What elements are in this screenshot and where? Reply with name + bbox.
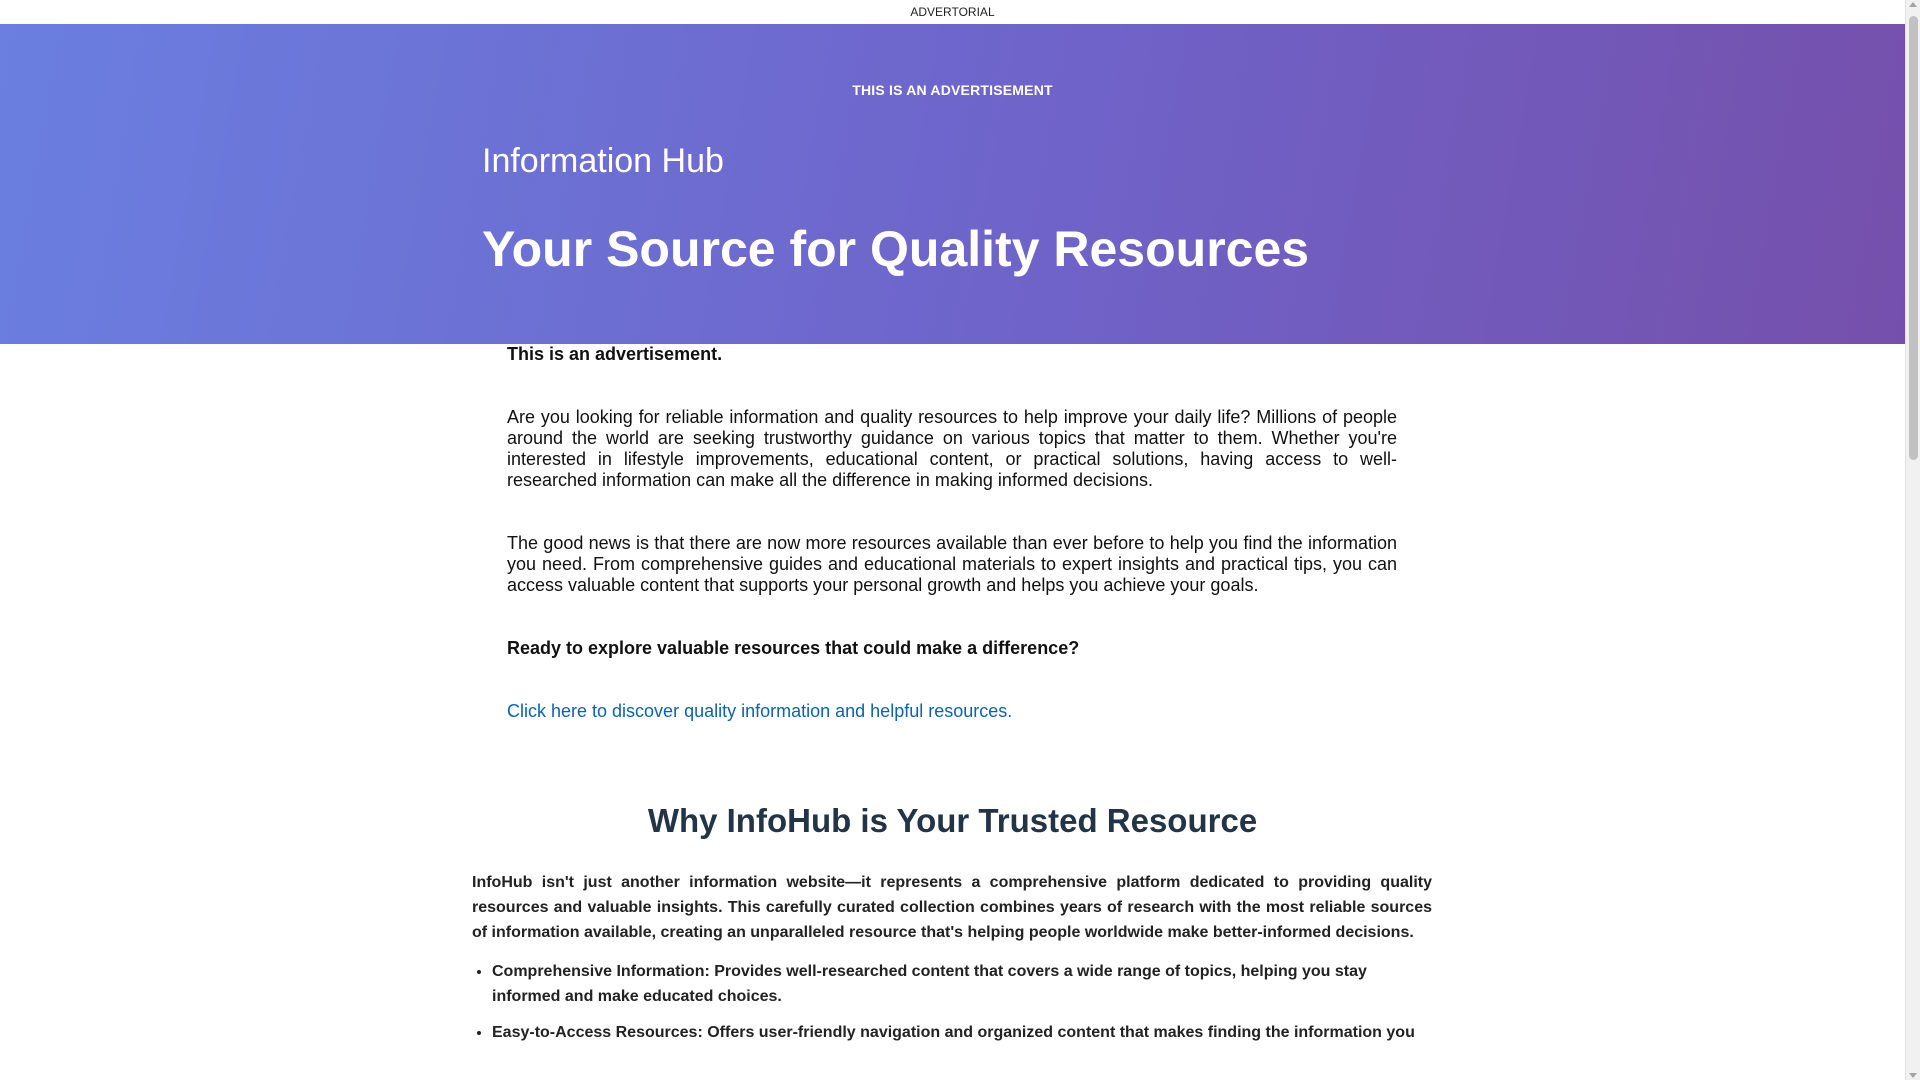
scroll-down-arrow-icon[interactable] (1909, 1073, 1917, 1078)
site-name: Information Hub (482, 142, 724, 180)
article (507, 344, 1397, 722)
why-section-title: Why InfoHub is Your Trusted Resource (647, 802, 1258, 839)
cta-link[interactable]: Click here to discover quality information and helpful resources. (507, 701, 1013, 721)
hero-ad-disclaimer: THIS IS AN ADVERTISEMENT (852, 82, 1053, 98)
hero-headline: Your Source for Quality Resources (482, 221, 1310, 277)
advertorial-banner (0, 0, 1905, 24)
main-content (0, 344, 1905, 1056)
list-item: • Easy-to-Access Resources: Offers user-friendly navigation and organized content that makes finding the information you (492, 1020, 1432, 1045)
article-question: Ready to explore valuable resources that could make a difference? (507, 638, 1080, 658)
benefits-list (492, 959, 1432, 1045)
list-item: • Comprehensive Information: Provides well-researched content that covers a wide range of topics, helping you stay informed and make educated choices. (492, 959, 1432, 1009)
vertical-scrollbar[interactable] (1905, 0, 1920, 1080)
article-paragraph-1: Are you looking for reliable information and quality resources to help improve your daily life? Millions of people around the world are seeking trustworthy guidance on various topics that matter to them. Whether you're interested in lifestyle improvements, educational content, or practical solutions, having access to well-researched information can make all the difference in making informed decisions. (507, 407, 1397, 490)
scroll-up-arrow-icon[interactable] (1909, 2, 1917, 7)
advertorial-label: ADVERTORIAL (910, 5, 995, 19)
scrollbar-thumb[interactable] (1909, 16, 1918, 460)
ad-note: This is an advertisement. (507, 344, 723, 364)
hero-section (0, 24, 1905, 344)
why-section-body: InfoHub isn't just another information website—it represents a comprehensive platform dedicated to providing quality resources and valuable insights. This carefully curated collection combines years of research with the most reliable sources of information available, creating an unparalleled resource that's helping people worldwide make better-informed decisions. (472, 874, 1432, 941)
article-paragraph-2: The good news is that there are now more resources available than ever before to help you find the information you need. From comprehensive guides and educational materials to expert insights and practical tips, you can access valuable content that supports your personal growth and helps you achieve your goals. (507, 533, 1397, 595)
